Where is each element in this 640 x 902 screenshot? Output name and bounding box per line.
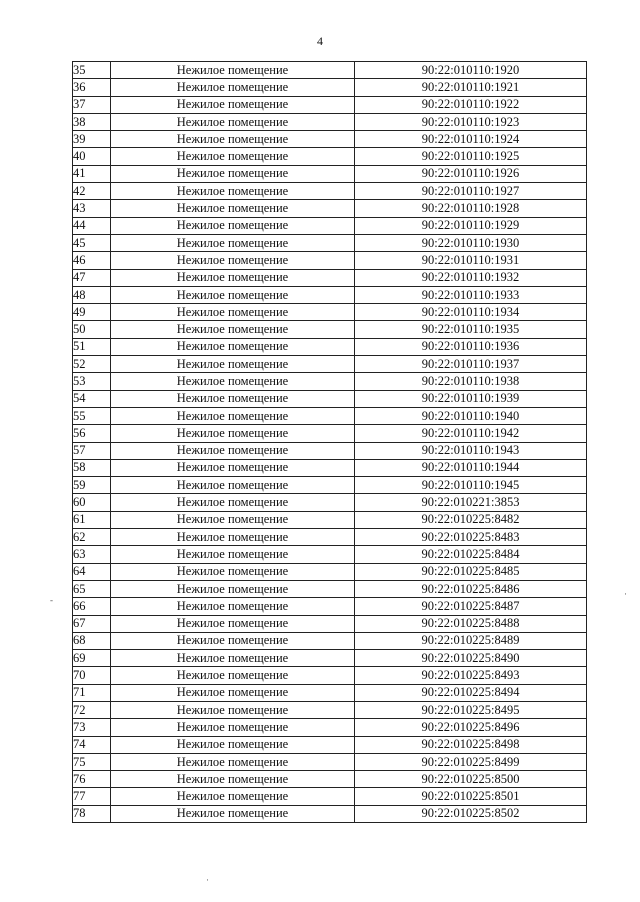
cadastral-number: 90:22:010225:8490 [355, 650, 587, 667]
cadastral-number: 90:22:010225:8483 [355, 529, 587, 546]
property-name: Нежилое помещение [111, 148, 355, 165]
table-row [73, 701, 587, 718]
table-row [73, 165, 587, 182]
cadastral-number: 90:22:010225:8496 [355, 719, 587, 736]
table-row [73, 684, 587, 701]
table-row [73, 217, 587, 234]
row-number: 66 [73, 598, 111, 615]
property-name: Нежилое помещение [111, 632, 355, 649]
page-number: 4 [317, 34, 323, 48]
cadastral-number: 90:22:010110:1932 [355, 269, 587, 286]
property-name: Нежилое помещение [111, 252, 355, 269]
table-row [73, 373, 587, 390]
table-row [73, 459, 587, 476]
cadastral-number: 90:22:010110:1944 [355, 459, 587, 476]
row-number: 70 [73, 667, 111, 684]
cadastral-number: 90:22:010110:1942 [355, 425, 587, 442]
row-number: 35 [73, 62, 111, 79]
table-row [73, 79, 587, 96]
cadastral-number: 90:22:010110:1931 [355, 252, 587, 269]
scan-mark-bottom: · [206, 875, 209, 885]
cadastral-number: 90:22:010110:1920 [355, 62, 587, 79]
row-number: 52 [73, 356, 111, 373]
cadastral-number: 90:22:010110:1937 [355, 356, 587, 373]
cadastral-number: 90:22:010110:1935 [355, 321, 587, 338]
row-number: 40 [73, 148, 111, 165]
property-name: Нежилое помещение [111, 615, 355, 632]
table-row [73, 442, 587, 459]
table-row [73, 356, 587, 373]
table-row [73, 632, 587, 649]
property-name: Нежилое помещение [111, 494, 355, 511]
row-number: 51 [73, 338, 111, 355]
table-row [73, 598, 587, 615]
cadastral-number: 90:22:010225:8501 [355, 788, 587, 805]
property-name: Нежилое помещение [111, 667, 355, 684]
row-number: 71 [73, 684, 111, 701]
row-number: 53 [73, 373, 111, 390]
cadastral-number: 90:22:010110:1926 [355, 165, 587, 182]
cadastral-number: 90:22:010110:1934 [355, 304, 587, 321]
row-number: 74 [73, 736, 111, 753]
table-row [73, 563, 587, 580]
table-row [73, 736, 587, 753]
table-row [73, 62, 587, 79]
row-number: 59 [73, 477, 111, 494]
row-number: 56 [73, 425, 111, 442]
row-number: 72 [73, 701, 111, 718]
cadastral-number: 90:22:010110:1928 [355, 200, 587, 217]
row-number: 45 [73, 234, 111, 251]
cadastral-number: 90:22:010225:8502 [355, 805, 587, 822]
cadastral-number: 90:22:010110:1930 [355, 234, 587, 251]
property-name: Нежилое помещение [111, 321, 355, 338]
property-table [72, 61, 587, 823]
cadastral-number: 90:22:010110:1938 [355, 373, 587, 390]
property-name: Нежилое помещение [111, 200, 355, 217]
table-row [73, 805, 587, 822]
row-number: 61 [73, 511, 111, 528]
table-row [73, 511, 587, 528]
cadastral-number: 90:22:010110:1939 [355, 390, 587, 407]
cadastral-number: 90:22:010225:8495 [355, 701, 587, 718]
table-row [73, 529, 587, 546]
scan-mark-right: · [624, 589, 627, 599]
property-name: Нежилое помещение [111, 234, 355, 251]
property-name: Нежилое помещение [111, 217, 355, 234]
property-name: Нежилое помещение [111, 719, 355, 736]
cadastral-number: 90:22:010110:1940 [355, 407, 587, 424]
table-row [73, 425, 587, 442]
row-number: 62 [73, 529, 111, 546]
table-row [73, 321, 587, 338]
table-row [73, 390, 587, 407]
cadastral-number: 90:22:010110:1936 [355, 338, 587, 355]
property-name: Нежилое помещение [111, 736, 355, 753]
property-name: Нежилое помещение [111, 269, 355, 286]
cadastral-number: 90:22:010110:1943 [355, 442, 587, 459]
row-number: 47 [73, 269, 111, 286]
cadastral-number: 90:22:010225:8486 [355, 580, 587, 597]
property-name: Нежилое помещение [111, 788, 355, 805]
table-row [73, 771, 587, 788]
row-number: 42 [73, 183, 111, 200]
row-number: 41 [73, 165, 111, 182]
property-name: Нежилое помещение [111, 477, 355, 494]
table-row [73, 407, 587, 424]
table-row [73, 667, 587, 684]
row-number: 57 [73, 442, 111, 459]
cadastral-number: 90:22:010225:8494 [355, 684, 587, 701]
property-name: Нежилое помещение [111, 805, 355, 822]
property-name: Нежилое помещение [111, 390, 355, 407]
row-number: 63 [73, 546, 111, 563]
property-name: Нежилое помещение [111, 546, 355, 563]
property-name: Нежилое помещение [111, 598, 355, 615]
row-number: 44 [73, 217, 111, 234]
row-number: 43 [73, 200, 111, 217]
cadastral-number: 90:22:010110:1922 [355, 96, 587, 113]
row-number: 67 [73, 615, 111, 632]
cadastral-number: 90:22:010110:1929 [355, 217, 587, 234]
property-name: Нежилое помещение [111, 701, 355, 718]
row-number: 68 [73, 632, 111, 649]
table-row [73, 580, 587, 597]
table-row [73, 304, 587, 321]
cadastral-number: 90:22:010225:8485 [355, 563, 587, 580]
cadastral-number: 90:22:010110:1923 [355, 113, 587, 130]
property-table-body [73, 62, 587, 823]
cadastral-number: 90:22:010225:8487 [355, 598, 587, 615]
row-number: 73 [73, 719, 111, 736]
property-name: Нежилое помещение [111, 425, 355, 442]
property-name: Нежилое помещение [111, 286, 355, 303]
property-name: Нежилое помещение [111, 356, 355, 373]
table-row [73, 494, 587, 511]
row-number: 58 [73, 459, 111, 476]
property-name: Нежилое помещение [111, 753, 355, 770]
table-row [73, 113, 587, 130]
table-row [73, 753, 587, 770]
row-number: 60 [73, 494, 111, 511]
table-row [73, 252, 587, 269]
row-number: 55 [73, 407, 111, 424]
row-number: 78 [73, 805, 111, 822]
table-row [73, 546, 587, 563]
row-number: 54 [73, 390, 111, 407]
row-number: 46 [73, 252, 111, 269]
cadastral-number: 90:22:010110:1927 [355, 183, 587, 200]
property-name: Нежилое помещение [111, 650, 355, 667]
cadastral-number: 90:22:010225:8500 [355, 771, 587, 788]
row-number: 38 [73, 113, 111, 130]
property-name: Нежилое помещение [111, 96, 355, 113]
property-name: Нежилое помещение [111, 79, 355, 96]
property-name: Нежилое помещение [111, 529, 355, 546]
row-number: 75 [73, 753, 111, 770]
row-number: 37 [73, 96, 111, 113]
cadastral-number: 90:22:010225:8499 [355, 753, 587, 770]
property-name: Нежилое помещение [111, 373, 355, 390]
row-number: 39 [73, 131, 111, 148]
property-name: Нежилое помещение [111, 442, 355, 459]
table-row [73, 788, 587, 805]
row-number: 77 [73, 788, 111, 805]
cadastral-number: 90:22:010221:3853 [355, 494, 587, 511]
property-name: Нежилое помещение [111, 511, 355, 528]
table-row [73, 183, 587, 200]
table-row [73, 615, 587, 632]
cadastral-number: 90:22:010225:8498 [355, 736, 587, 753]
row-number: 65 [73, 580, 111, 597]
cadastral-number: 90:22:010225:8493 [355, 667, 587, 684]
property-name: Нежилое помещение [111, 407, 355, 424]
cadastral-number: 90:22:010110:1933 [355, 286, 587, 303]
property-name: Нежилое помещение [111, 338, 355, 355]
row-number: 76 [73, 771, 111, 788]
row-number: 50 [73, 321, 111, 338]
property-name: Нежилое помещение [111, 580, 355, 597]
cadastral-number: 90:22:010110:1945 [355, 477, 587, 494]
property-name: Нежилое помещение [111, 684, 355, 701]
row-number: 48 [73, 286, 111, 303]
row-number: 64 [73, 563, 111, 580]
table-row [73, 200, 587, 217]
cadastral-number: 90:22:010110:1925 [355, 148, 587, 165]
table-row [73, 96, 587, 113]
property-name: Нежилое помещение [111, 183, 355, 200]
table-row [73, 477, 587, 494]
property-name: Нежилое помещение [111, 563, 355, 580]
table-row [73, 719, 587, 736]
table-row [73, 269, 587, 286]
property-name: Нежилое помещение [111, 62, 355, 79]
table-row [73, 338, 587, 355]
cadastral-number: 90:22:010110:1924 [355, 131, 587, 148]
table-row [73, 650, 587, 667]
table-row [73, 234, 587, 251]
property-name: Нежилое помещение [111, 113, 355, 130]
property-name: Нежилое помещение [111, 165, 355, 182]
cadastral-number: 90:22:010225:8489 [355, 632, 587, 649]
row-number: 36 [73, 79, 111, 96]
cadastral-number: 90:22:010225:8484 [355, 546, 587, 563]
cadastral-number: 90:22:010225:8482 [355, 511, 587, 528]
table-row [73, 131, 587, 148]
scan-mark-left: - [50, 595, 53, 605]
property-name: Нежилое помещение [111, 771, 355, 788]
cadastral-number: 90:22:010225:8488 [355, 615, 587, 632]
table-row [73, 148, 587, 165]
property-name: Нежилое помещение [111, 131, 355, 148]
property-name: Нежилое помещение [111, 459, 355, 476]
row-number: 49 [73, 304, 111, 321]
cadastral-number: 90:22:010110:1921 [355, 79, 587, 96]
property-name: Нежилое помещение [111, 304, 355, 321]
row-number: 69 [73, 650, 111, 667]
table-row [73, 286, 587, 303]
